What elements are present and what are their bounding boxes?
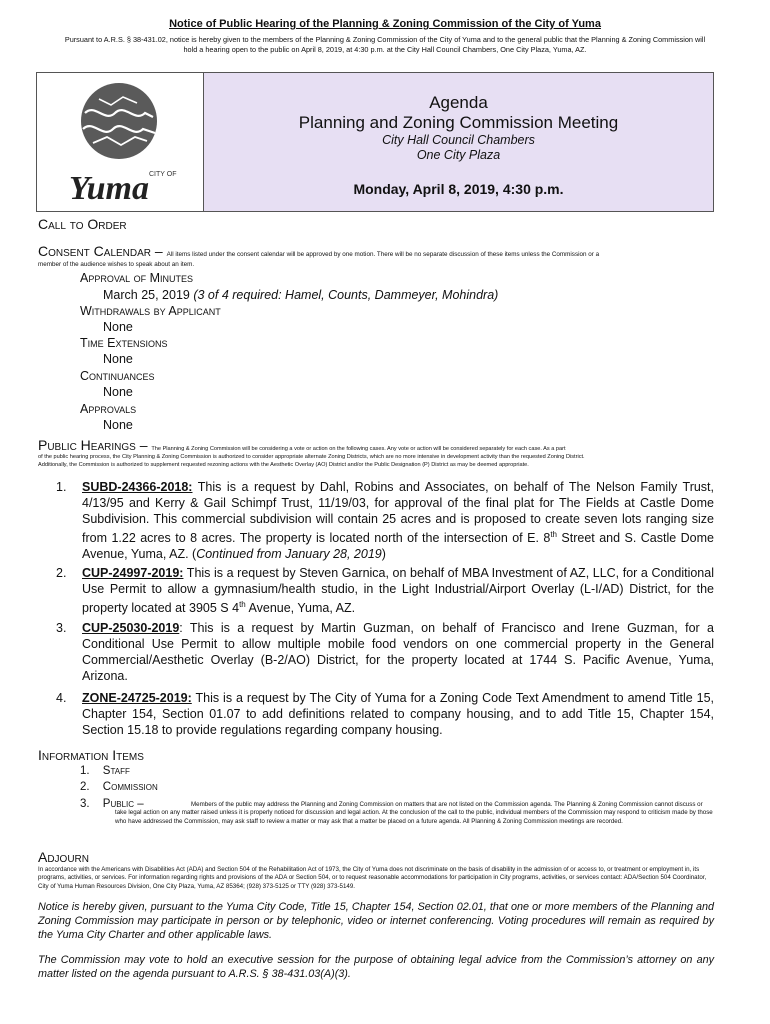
case-description-cont: Avenue, Yuma, AZ. bbox=[245, 601, 356, 616]
superscript: th bbox=[239, 600, 246, 609]
public-hearings-description: The Planning & Zoning Commission will be considering a vote or action on the following cases. Any vote or action will be considered separately for each case. As a part bbox=[151, 446, 566, 452]
case-description-end: ) bbox=[381, 547, 386, 562]
adjourn-heading: Adjourn bbox=[38, 849, 90, 865]
info-item-label: Staff bbox=[102, 765, 130, 777]
agenda-subtitle: Planning and Zoning Commission Meeting bbox=[298, 113, 619, 132]
agenda-header bbox=[204, 73, 713, 211]
public-hearings-label: Public Hearings – bbox=[38, 437, 148, 453]
info-item-number: 3. bbox=[80, 798, 90, 810]
continued-note: Continued from January 28, 2019 bbox=[196, 547, 382, 562]
info-item-number: 1. bbox=[80, 765, 90, 777]
public-hearings-description-3: Additionally, the Commission is authorized to supplement requested rezoning actions with the Aesthetic Overlay (AO) District and/or the Public Designation (P) District as may be deemed appropriate. bbox=[38, 462, 529, 468]
information-items-heading: Information Items bbox=[38, 747, 144, 763]
item-number: 4. bbox=[56, 691, 67, 705]
approval-of-minutes-item bbox=[103, 288, 498, 302]
info-item-number: 2. bbox=[80, 781, 90, 793]
approvals-label: Approvals bbox=[80, 402, 137, 416]
participation-notice: Notice is hereby given, pursuant to the Yuma City Code, Title 15, Chapter 154, Section 02.01, that one or more members of the Planning and Zoning Commission may participate in person or by telephonic, video or internet conferencing. Voting procedures will remain as required by the Yuma City Charter and other applicable laws. bbox=[38, 901, 714, 941]
approvals-value: None bbox=[103, 418, 133, 432]
consent-calendar-heading bbox=[38, 243, 718, 259]
info-item-label: Commission bbox=[102, 781, 158, 793]
consent-heading-label: Consent Calendar – bbox=[38, 243, 163, 259]
case-description: : This is a request by Martin Guzman, on behalf of Francisco and Irene Guzman, for a Conditional Use Permit to allow multiple mobile food vendors on one commercial property in the General Commercial/Aesthetic Overlay (B-2/AO) District, for the property located at 1744 S. Pacific Avenue, Yuma, Arizona. bbox=[82, 621, 714, 683]
case-description: This is a request by Steven Garnica, on behalf of MBA Investment of AZ, LLC, for a Conditional Use Permit to allow a gymnasium/health studio, in the Light Industrial/Airport Overlay (L-I/AD) District, for the property located at 3905 S 4 bbox=[82, 566, 714, 616]
item-number: 2. bbox=[56, 566, 67, 580]
withdrawals-label: Withdrawals by Applicant bbox=[80, 304, 221, 318]
yuma-logo-icon bbox=[37, 73, 203, 211]
public-hearings-heading bbox=[38, 437, 718, 454]
item-number: 3. bbox=[56, 621, 67, 635]
item-number: 1. bbox=[56, 480, 67, 494]
approval-of-minutes-label: Approval of Minutes bbox=[80, 271, 194, 285]
logo-city-of-text: CITY OF bbox=[149, 171, 177, 178]
logo-yuma-text: Yuma bbox=[69, 170, 150, 207]
case-description: This is a request by Dahl, Robins and Associates, on behalf of The Nelson Family Trust, 4/13/95 and Kerry & Gail Schimpf Trust, 11/19/03, for approval of the final plat for The Fields at Castle Dome Subdivision. This commercial subdivision will contain 25 acres and is proposed to create seven lots ranging size from 1.22 acres to 8 acres. The property is located north of the intersection of E. 8 bbox=[82, 480, 714, 546]
public-comment-desc-text: Members of the public may address the Planning and Zoning Commission on matters that are not listed on the Commission agenda. The Planning & Zoning Commission cannot discuss or take legal action on any matter raised unless it is properly noticed for discussion and legal action. At the conclusion of the call to the public, individual members of the Commission may respond to criticism made by those who have addressed the Commission, may ask staff to review a matter or may ask that a matter be placed on a future agenda. All Planning & Zoning Commission meetings are recorded. bbox=[115, 801, 713, 825]
withdrawals-value: None bbox=[103, 320, 133, 334]
case-number: SUBD-24366-2018: bbox=[82, 480, 193, 494]
agenda-location-2: One City Plaza bbox=[416, 148, 501, 162]
consent-description: All items listed under the consent calendar will be approved by one motion. There will be no separate discussion of these items unless the Commission or a bbox=[166, 251, 600, 258]
case-description-cont: Street and S. Castle Dome Avenue, Yuma, AZ. ( bbox=[82, 531, 714, 562]
header-box bbox=[36, 72, 714, 212]
notice-title: Notice of Public Hearing of the Planning & Zoning Commission of the City of Yuma bbox=[169, 18, 601, 30]
time-extensions-value: None bbox=[103, 352, 133, 366]
list-item bbox=[42, 620, 714, 684]
public-hearings-description-2: of the public hearing process, the City Planning & Zoning Commission is authorized to consider appropriate alternate Zoning Districts, which are no more intensive in development activity than the requested Zoning District. bbox=[38, 454, 585, 460]
ada-notice: In accordance with the Americans with Disabilities Act (ADA) and Section 504 of the Rehabilitation Act of 1973, the City of Yuma does not discriminate on the basis of disability in the admission of or access to, or treatment or employment in, its programs, activities, or services. For information regarding rights and provisions of the ADA or Section 504, or to request reasonable accommodations for participation in City programs, activities, or services contact: ADA/Section 504 Coordinator, City of Yuma Human Resources Division, One City Plaza, Yuma, AZ 85364; (928) 373-5125 or TTY (928) 373-5149. bbox=[38, 866, 707, 890]
time-extensions-label: Time Extensions bbox=[80, 336, 168, 350]
list-item bbox=[42, 690, 714, 738]
approval-note: (3 of 4 required: Hamel, Counts, Dammeyer, Mohindra) bbox=[193, 288, 499, 302]
agenda-location-1: City Hall Council Chambers bbox=[382, 133, 535, 147]
info-item-label: Public – bbox=[102, 798, 144, 810]
continuances-value: None bbox=[103, 385, 133, 399]
call-to-order-heading: Call to Order bbox=[38, 216, 127, 232]
case-number: CUP-24997-2019: bbox=[82, 566, 184, 580]
agenda-date: Monday, April 8, 2019, 4:30 p.m. bbox=[353, 181, 564, 197]
continuances-label: Continuances bbox=[80, 369, 155, 383]
info-item bbox=[80, 781, 158, 793]
case-description: This is a request by The City of Yuma for a Zoning Code Text Amendment to amend Title 15, Chapter 154, Section 01.07 to add definitions related to company housing, and to add Title 15, Chapter 154, Section 15.18 to provide regulations regarding company housing. bbox=[82, 691, 714, 737]
approval-date: March 25, 2019 bbox=[103, 288, 190, 302]
executive-session-notice: The Commission may vote to hold an executive session for the purpose of obtaining legal advice from the Commission’s attorney on any matter listed on the agenda pursuant to A.R.S. § 38-431.03(A)(3). bbox=[38, 954, 714, 980]
city-logo bbox=[37, 73, 204, 211]
superscript: th bbox=[550, 530, 557, 539]
list-item bbox=[42, 479, 714, 562]
list-item bbox=[42, 565, 714, 616]
notice-text: Pursuant to A.R.S. § 38-431.02, notice is hereby given to the members of the Planning & Zoning Commission of the City of Yuma and to the general public that the Planning & Zoning Commission will hold a hearing open to the public on April 8, 2019, at 4:30 p.m. at the City Hall Council Chambers, One City Plaza, Yuma, AZ. bbox=[64, 35, 706, 54]
public-comment-text bbox=[115, 801, 715, 826]
agenda-title: Agenda bbox=[429, 93, 488, 112]
case-number: ZONE-24725-2019: bbox=[82, 691, 192, 705]
case-number: CUP-25030-2019 bbox=[82, 621, 180, 635]
info-item bbox=[80, 765, 130, 777]
consent-description-cont: member of the audience wishes to speak about an item. bbox=[38, 261, 195, 268]
